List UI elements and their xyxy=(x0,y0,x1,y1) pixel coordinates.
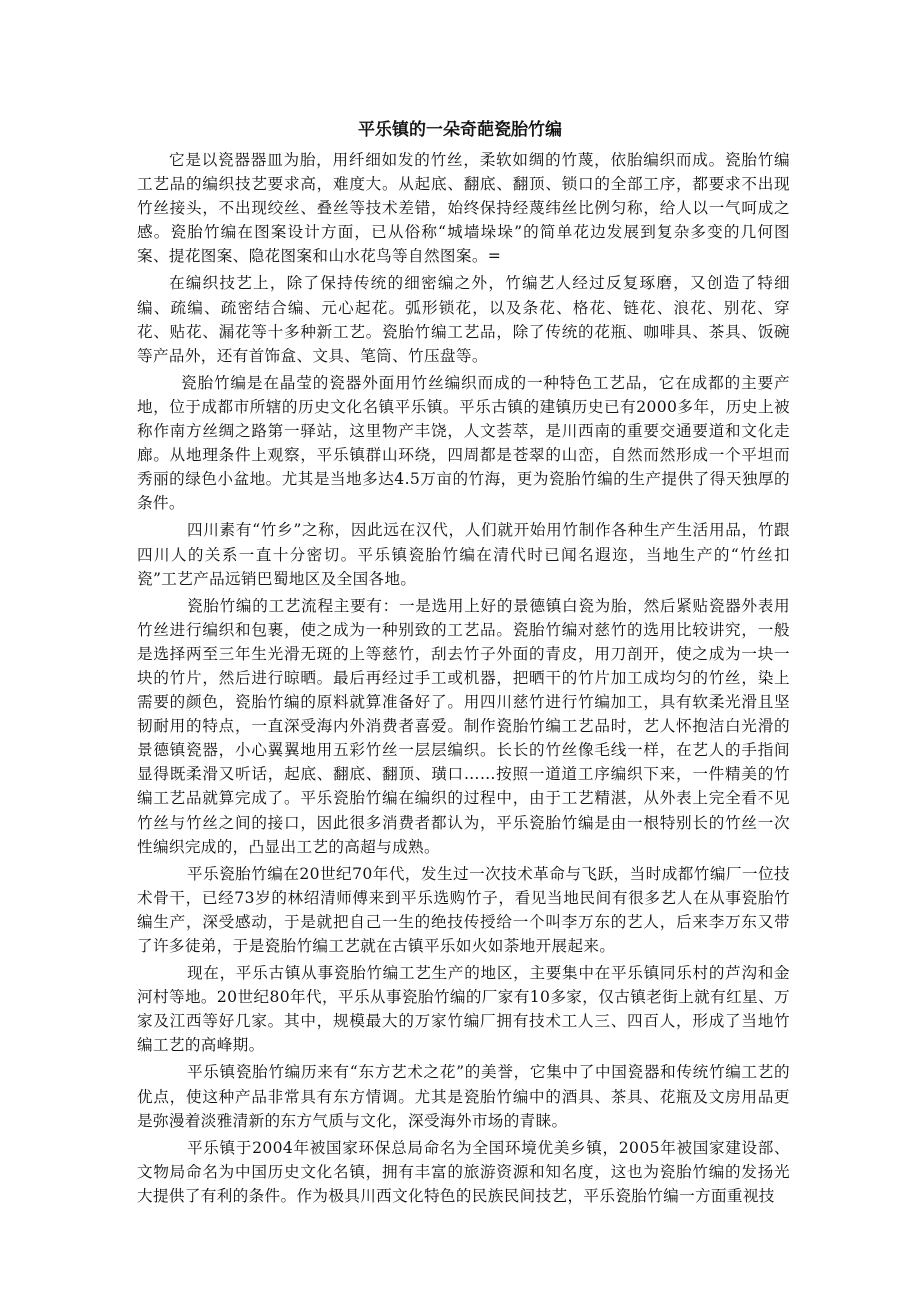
paragraph-current-production: 现在，平乐古镇从事瓷胎竹编工艺生产的地区，主要集中在平乐镇同乐村的芦沟和金河村等地。20世纪80年代，平乐从事瓷胎竹编的厂家有10多家，仅古镇老街上就有红星、万家及江西等好几家。其中，规模最大的万家竹编厂拥有技术工人三、四百人，形成了当地竹编工艺的高峰期。 xyxy=(137,964,790,1055)
paragraph-1970s-revolution: 平乐瓷胎竹编在20世纪70年代，发生过一次技术革命与飞跃，当时成都竹编厂一位技术骨干，已经73岁的林绍清师傅来到平乐选购竹子，看见当地民间有很多艺人在从事瓷胎竹编生产，深受感动，于是就把自己一生的绝技传授给一个叫李万东的艺人，后来李万东又带了许多徒弟，于是瓷胎竹编工艺就在古镇平乐如火如荼地开展起来。 xyxy=(137,864,790,955)
paragraph-intro: 它是以瓷器器皿为胎，用纤细如发的竹丝，柔软如绸的竹蔑，依胎编织而成。瓷胎竹编工艺品的编织技艺要求高，难度大。从起底、翻底、翻顶、锁口的全部工序，都要求不出现竹丝接头，不出现绞丝、叠丝等技术差错，始终保持经蔑纬丝比例匀称，给人以一气呵成之感。瓷胎竹编在图案设计方面，已从俗称“城墙垛垛”的简单花边发展到复杂多变的几何图案、提花图案、隐花图案和山水花鸟等自然图案。= xyxy=(137,151,790,266)
paragraph-origin-pingle: 瓷胎竹编是在晶莹的瓷器外面用竹丝编织而成的一种特色工艺品，它在成都的主要产地，位于成都市所辖的历史文化名镇平乐镇。平乐古镇的建镇历史已有2000多年，历史上被称作南方丝绸之路第一驿站，这里物产丰饶，人文荟萃，是川西南的重要交通要道和文化走廊。从地理条件上观察，平乐镇群山环绕，四周都是苍翠的山峦，自然而然形成一个平坦而秀丽的绿色小盆地。尤其是当地多达4.5万亩的竹海，更为瓷胎竹编的生产提供了得天独厚的条件。 xyxy=(137,373,790,513)
document-body xyxy=(137,148,790,1211)
paragraph-honors: 平乐镇于2004年被国家环保总局命名为全国环境优美乡镇，2005年被国家建设部、文物局命名为中国历史文化名镇，拥有丰富的旅游资源和知名度，这也为瓷胎竹编的发扬光大提供了有利的条件。作为极具川西文化特色的民族民间技艺，平乐瓷胎竹编一方面重视技 xyxy=(137,1138,790,1205)
paragraph-weaving-techniques: 在编织技艺上，除了保持传统的细密编之外，竹编艺人经过反复琢磨，又创造了特细编、疏编、疏密结合编、元心起花。弧形锁花，以及条花、格花、链花、浪花、别花、穿花、贴花、漏花等十多种新工艺。瓷胎竹编工艺品，除了传统的花瓶、咖啡具、茶具、饭碗等产品外，还有首饰盒、文具、笔筒、竹压盘等。 xyxy=(137,274,790,365)
paragraph-bamboo-hometown: 四川素有“竹乡”之称，因此远在汉代，人们就开始用竹制作各种生产生活用品，竹跟四川人的关系一直十分密切。平乐镇瓷胎竹编在清代时已闻名遐迩，当地生产的“竹丝扣瓷”工艺产品远销巴蜀地区及全国各地。 xyxy=(137,521,790,588)
paragraph-process: 瓷胎竹编的工艺流程主要有：一是选用上好的景德镇白瓷为胎，然后紧贴瓷器外表用竹丝进行编织和包裹，使之成为一种别致的工艺品。瓷胎竹编对慈竹的选用比较讲究，一般是选择两至三年生光滑无斑的上等慈竹，刮去竹子外面的青皮，用刀剖开，使之成为一块一块的竹片，然后进行晾晒。最后再经过手工或机器，把晒干的竹片加工成均匀的竹丝，染上需要的颜色，瓷胎竹编的原料就算准备好了。用四川慈竹进行竹编加工，具有软柔光滑且坚韧耐用的特点，一直深受海内外消费者喜爱。制作瓷胎竹编工艺品时，艺人怀抱洁白光滑的景德镇瓷器，小心翼翼地用五彩竹丝一层层编织。长长的竹丝像毛线一样，在艺人的手指间显得既柔滑又听话，起底、翻底、翻顶、璜口……按照一道道工序编织下来，一件精美的竹编工艺品就算完成了。平乐瓷胎竹编在编织的过程中，由于工艺精湛，从外表上完全看不见竹丝与竹丝之间的接口，因此很多消费者都认为，平乐瓷胎竹编是由一根特别长的竹丝一次性编织完成的，凸显出工艺的高超与成熟。 xyxy=(137,596,790,856)
document-title: 平乐镇的一朵奇葩瓷胎竹编 xyxy=(358,120,562,140)
paragraph-oriental-art: 平乐镇瓷胎竹编历来有“东方艺术之花”的美誉，它集中了中国瓷器和传统竹编工艺的优点，使这种产品非常具有东方情调。尤其是瓷胎竹编中的酒具、茶具、花瓶及文房用品更是弥漫着淡雅清新的东方气质与文化，深受海外市场的青睐。 xyxy=(137,1063,790,1130)
